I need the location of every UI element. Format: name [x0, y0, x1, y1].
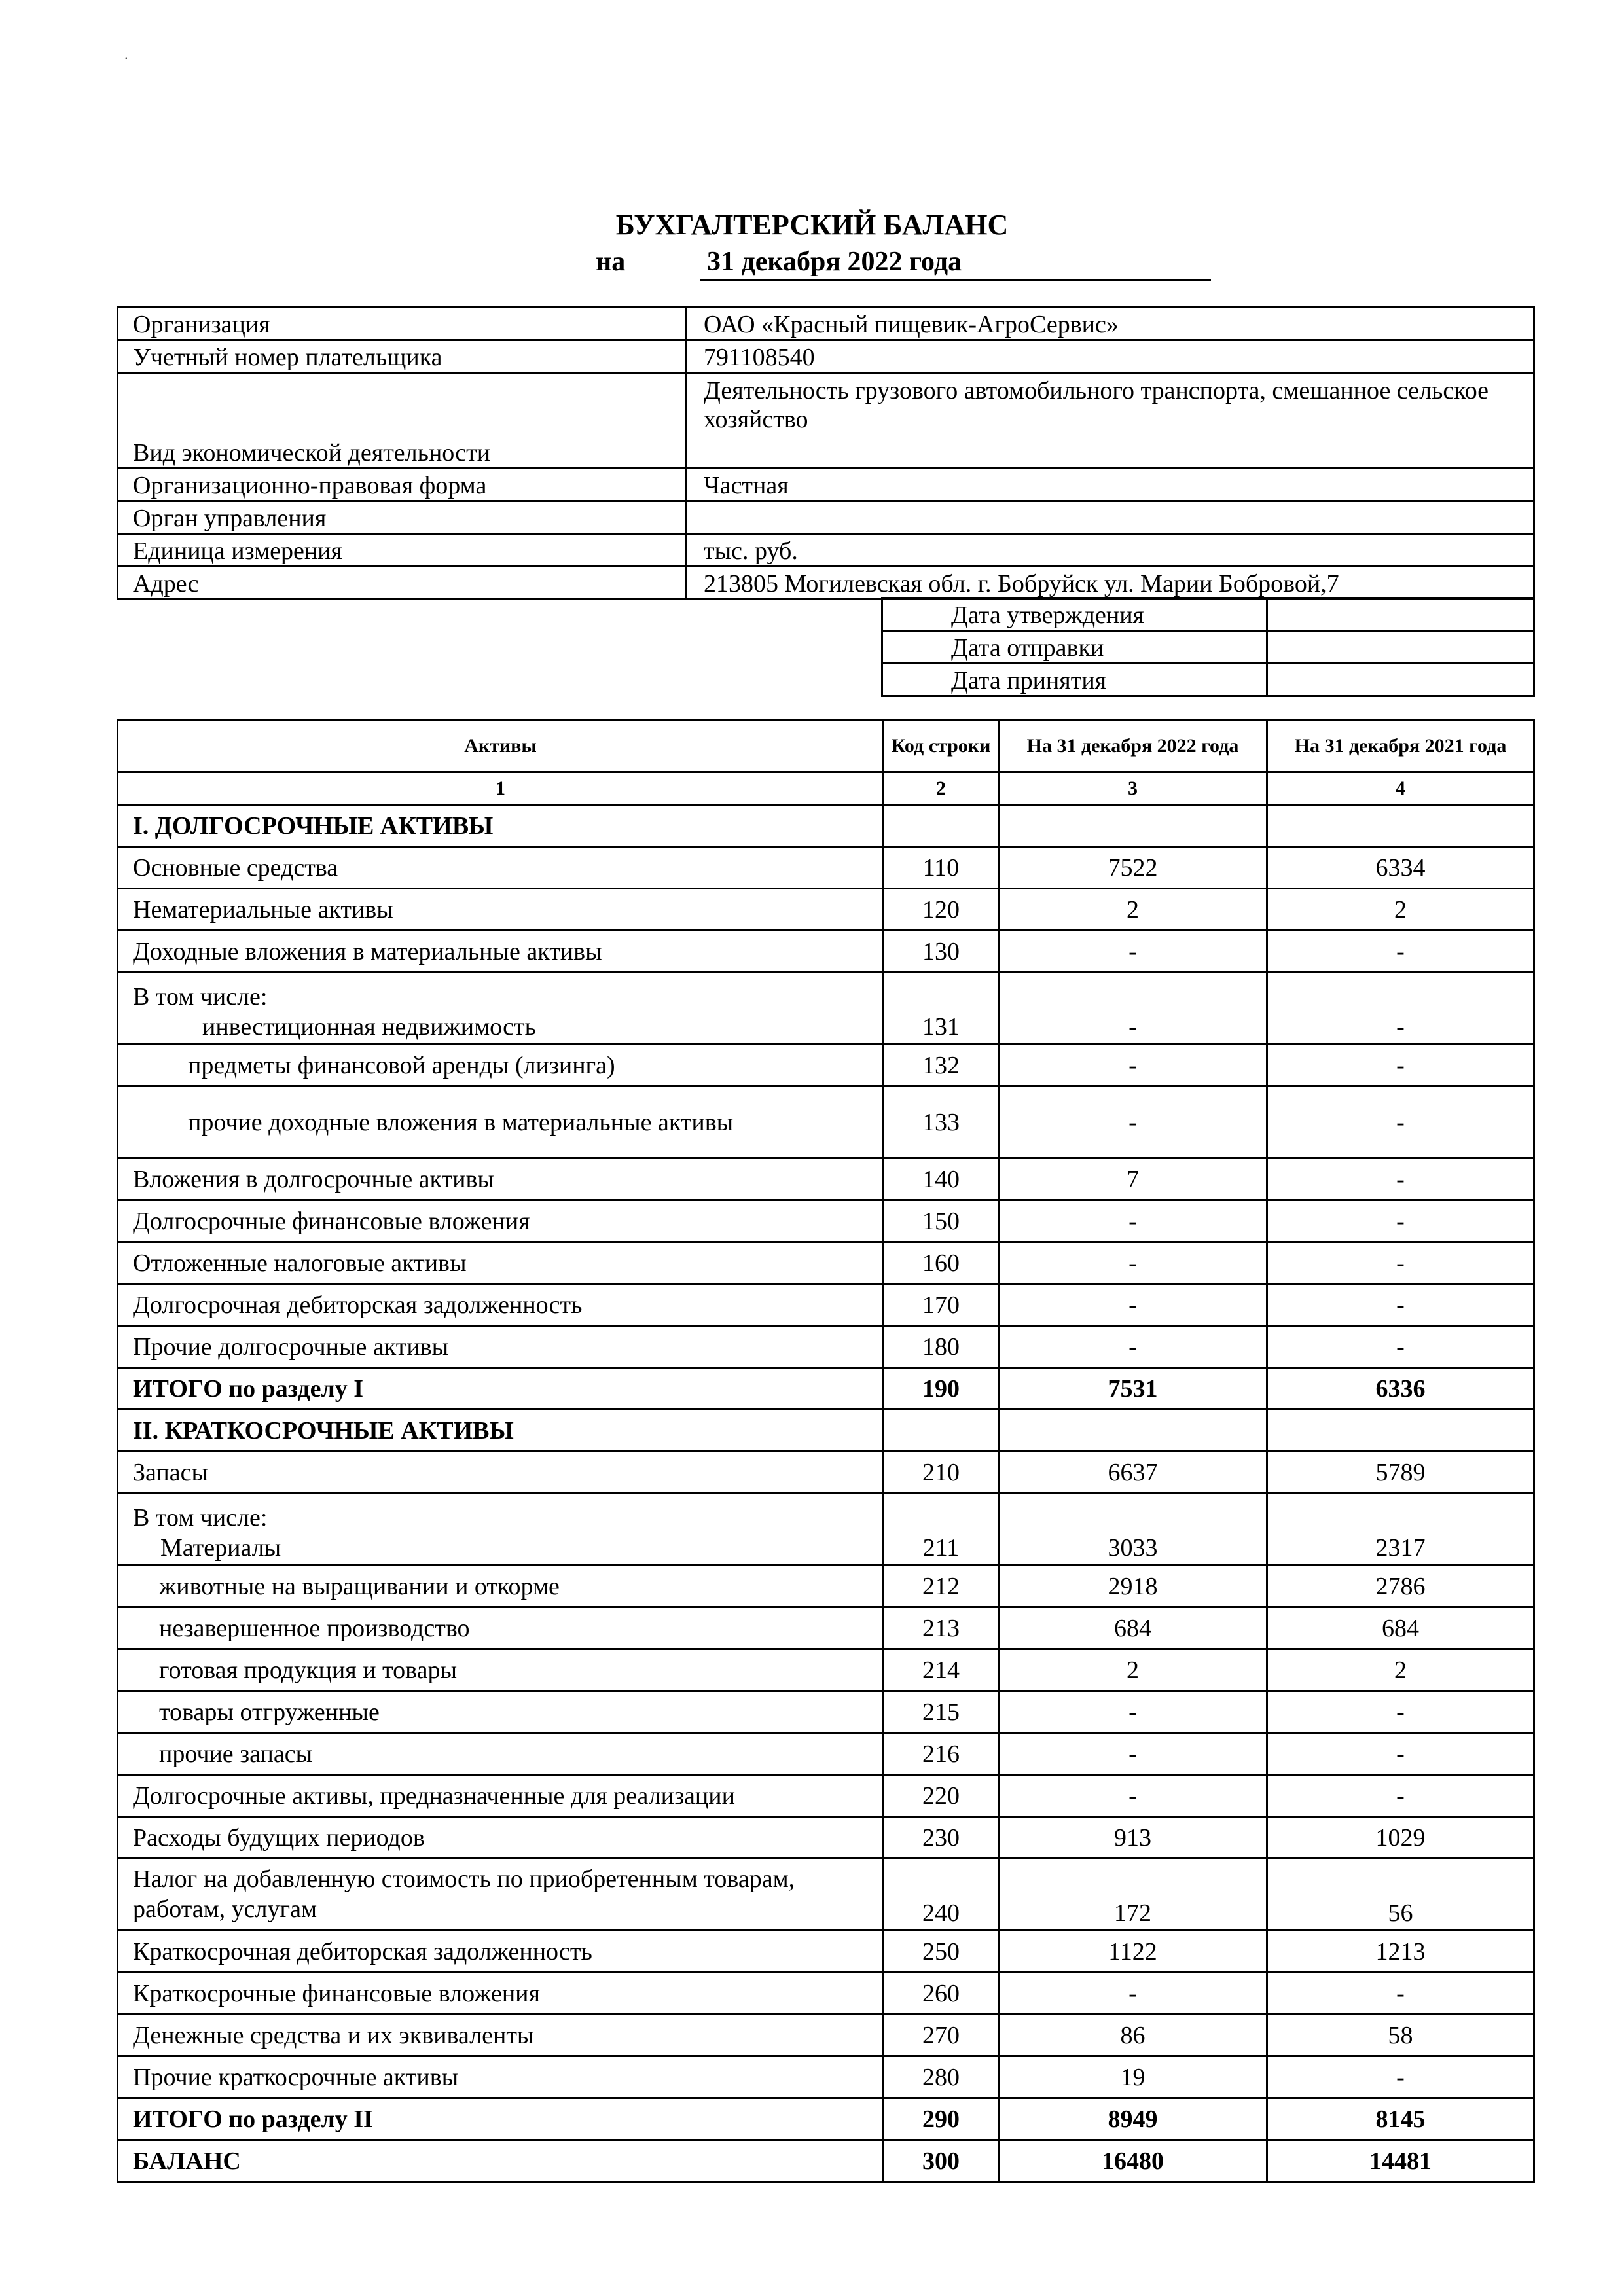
row-value-2022: [999, 805, 1267, 847]
date-value: [1267, 598, 1534, 631]
row-value-2021: -: [1267, 1158, 1534, 1200]
info-label: Организация: [118, 308, 686, 340]
column-header-line-code: Код строки: [884, 720, 999, 772]
row-code: 212: [884, 1566, 999, 1607]
row-name: животные на выращивании и откорме: [118, 1566, 884, 1607]
row-value-2022: 8949: [999, 2098, 1267, 2140]
row-value-2021: [1267, 805, 1534, 847]
table-row: [118, 1045, 1534, 1086]
row-code: 180: [884, 1326, 999, 1368]
row-value-2022: -: [999, 1775, 1267, 1817]
row-value-2021: -: [1267, 1733, 1534, 1775]
info-row-taxpayer-number: [118, 340, 1534, 373]
row-value-2022: -: [999, 1086, 1267, 1158]
row-code: 280: [884, 2056, 999, 2098]
row-value-2022: 16480: [999, 2140, 1267, 2182]
row-name: Денежные средства и их эквиваленты: [118, 2015, 884, 2056]
row-value-2021: 2317: [1267, 1494, 1534, 1566]
column-number: 1: [118, 772, 884, 805]
row-code: 131: [884, 973, 999, 1045]
row-name: Запасы: [118, 1452, 884, 1494]
row-value-2021: -: [1267, 1045, 1534, 1086]
row-code: 210: [884, 1452, 999, 1494]
row-code: 110: [884, 847, 999, 889]
row-value-2022: 3033: [999, 1494, 1267, 1566]
row-value-2022: -: [999, 1045, 1267, 1086]
row-value-2022: 2918: [999, 1566, 1267, 1607]
info-row-organization: [118, 308, 1534, 340]
column-header-2022: На 31 декабря 2022 года: [999, 720, 1267, 772]
date-label: Дата отправки: [882, 631, 1267, 664]
row-name: Краткосрочные финансовые вложения: [118, 1973, 884, 2015]
info-label: Вид экономической деятельности: [118, 373, 686, 469]
date-row-sent: [882, 631, 1534, 664]
row-name: Доходные вложения в материальные активы: [118, 931, 884, 973]
table-row: [118, 931, 1534, 973]
table-row: [118, 1649, 1534, 1691]
row-value-2022: -: [999, 1242, 1267, 1284]
info-value: тыс. руб.: [686, 534, 1534, 567]
row-value-2021: -: [1267, 1284, 1534, 1326]
info-value: Частная: [686, 469, 1534, 501]
row-code: 216: [884, 1733, 999, 1775]
section-total-row: [118, 2098, 1534, 2140]
row-value-2021: 1029: [1267, 1817, 1534, 1859]
row-name: II. КРАТКОСРОЧНЫЕ АКТИВЫ: [118, 1410, 884, 1452]
column-header-2021: На 31 декабря 2021 года: [1267, 720, 1534, 772]
column-number: 4: [1267, 772, 1534, 805]
row-value-2022: 2: [999, 889, 1267, 931]
column-number-row: [118, 772, 1534, 805]
row-code: 213: [884, 1607, 999, 1649]
table-row: [118, 847, 1534, 889]
row-name: Прочие краткосрочные активы: [118, 2056, 884, 2098]
row-name: Прочие долгосрочные активы: [118, 1326, 884, 1368]
date-label: Дата утверждения: [882, 598, 1267, 631]
row-name: товары отгруженные: [118, 1691, 884, 1733]
row-value-2022: 7: [999, 1158, 1267, 1200]
row-value-2021: -: [1267, 1242, 1534, 1284]
table-row: [118, 1691, 1534, 1733]
row-value-2022: 913: [999, 1817, 1267, 1859]
row-value-2021: 684: [1267, 1607, 1534, 1649]
page-mark: .: [124, 46, 128, 62]
row-code: [884, 1410, 999, 1452]
table-row: [118, 1452, 1534, 1494]
row-name: ИТОГО по разделу II: [118, 2098, 884, 2140]
column-header-assets: Активы: [118, 720, 884, 772]
table-row: [118, 1566, 1534, 1607]
row-code: 130: [884, 931, 999, 973]
row-code: [884, 805, 999, 847]
info-label: Организационно-правовая форма: [118, 469, 686, 501]
table-row: [118, 1326, 1534, 1368]
row-code: 211: [884, 1494, 999, 1566]
row-value-2021: -: [1267, 1775, 1534, 1817]
table-row: [118, 1859, 1534, 1931]
row-name: незавершенное производство: [118, 1607, 884, 1649]
row-value-2021: 8145: [1267, 2098, 1534, 2140]
date-value: [1267, 631, 1534, 664]
date-row-approval: [882, 598, 1534, 631]
info-value: Деятельность грузового автомобильного транспорта, смешанное сельское хозяйство: [686, 373, 1534, 469]
row-value-2021: 6336: [1267, 1368, 1534, 1410]
row-name: ИТОГО по разделу I: [118, 1368, 884, 1410]
row-name: [118, 1494, 884, 1566]
table-row: [118, 1931, 1534, 1973]
row-code: 290: [884, 2098, 999, 2140]
report-date-line: [596, 246, 1211, 283]
row-value-2021: 5789: [1267, 1452, 1534, 1494]
row-name: Основные средства: [118, 847, 884, 889]
row-value-2021: -: [1267, 973, 1534, 1045]
table-row: [118, 1775, 1534, 1817]
row-value-2021: -: [1267, 931, 1534, 973]
table-row: [118, 1607, 1534, 1649]
row-name: Долгосрочная дебиторская задолженность: [118, 1284, 884, 1326]
row-value-2022: 2: [999, 1649, 1267, 1691]
info-row-address: [118, 567, 1534, 600]
table-row: [118, 1200, 1534, 1242]
row-code: 190: [884, 1368, 999, 1410]
row-code: 133: [884, 1086, 999, 1158]
row-name: Вложения в долгосрочные активы: [118, 1158, 884, 1200]
row-value-2022: -: [999, 1326, 1267, 1368]
row-name: прочие доходные вложения в материальные активы: [118, 1086, 884, 1158]
row-value-2021: 14481: [1267, 2140, 1534, 2182]
info-value: 791108540: [686, 340, 1534, 373]
row-value-2022: -: [999, 1973, 1267, 2015]
row-code: 240: [884, 1859, 999, 1931]
table-row: [118, 1242, 1534, 1284]
row-value-2022: [999, 1410, 1267, 1452]
row-name: [118, 973, 884, 1045]
row-name: БАЛАНС: [118, 2140, 884, 2182]
table-row: [118, 1494, 1534, 1566]
table-row: [118, 1284, 1534, 1326]
row-name: Долгосрочные активы, предназначенные для реализации: [118, 1775, 884, 1817]
row-code: 300: [884, 2140, 999, 2182]
row-code: 215: [884, 1691, 999, 1733]
row-code: 132: [884, 1045, 999, 1086]
row-value-2022: -: [999, 931, 1267, 973]
row-value-2021: -: [1267, 1973, 1534, 2015]
info-value: ОАО «Красный пищевик-АгроСервис»: [686, 308, 1534, 340]
table-row: [118, 889, 1534, 931]
section-total-row: [118, 1368, 1534, 1410]
organization-info-table: [117, 306, 1535, 600]
date-value: [1267, 664, 1534, 696]
info-label: Учетный номер плательщика: [118, 340, 686, 373]
balance-table: [117, 719, 1535, 2183]
row-value-2021: 6334: [1267, 847, 1534, 889]
row-value-2021: -: [1267, 1200, 1534, 1242]
row-code: 230: [884, 1817, 999, 1859]
row-name-lead: В том числе:: [133, 983, 268, 1011]
row-name: предметы финансовой аренды (лизинга): [118, 1045, 884, 1086]
row-value-2021: 56: [1267, 1859, 1534, 1931]
info-row-unit: [118, 534, 1534, 567]
info-label: Адрес: [118, 567, 686, 600]
report-date-value: 31 декабря 2022 года: [700, 246, 1211, 281]
row-value-2022: 172: [999, 1859, 1267, 1931]
page-title: БУХГАЛТЕРСКИЙ БАЛАНС: [615, 209, 1009, 241]
row-code: 150: [884, 1200, 999, 1242]
table-row: [118, 2015, 1534, 2056]
row-name-lead: В том числе:: [133, 1504, 268, 1532]
balance-header-row: [118, 720, 1534, 772]
row-name: Расходы будущих периодов: [118, 1817, 884, 1859]
row-code: 140: [884, 1158, 999, 1200]
info-value: [686, 501, 1534, 534]
row-code: 260: [884, 1973, 999, 2015]
info-row-management-body: [118, 501, 1534, 534]
row-name: Долгосрочные финансовые вложения: [118, 1200, 884, 1242]
row-value-2022: -: [999, 1733, 1267, 1775]
date-label: Дата принятия: [882, 664, 1267, 696]
row-value-2022: -: [999, 973, 1267, 1045]
info-label: Единица измерения: [118, 534, 686, 567]
row-name-sub: инвестиционная недвижимость: [202, 1013, 536, 1041]
row-value-2022: 19: [999, 2056, 1267, 2098]
row-name: прочие запасы: [118, 1733, 884, 1775]
row-value-2022: 6637: [999, 1452, 1267, 1494]
table-row: [118, 1733, 1534, 1775]
table-row: [118, 1973, 1534, 2015]
info-row-legal-form: [118, 469, 1534, 501]
row-value-2021: -: [1267, 1691, 1534, 1733]
row-name: I. ДОЛГОСРОЧНЫЕ АКТИВЫ: [118, 805, 884, 847]
row-name: Нематериальные активы: [118, 889, 884, 931]
balance-total-row: [118, 2140, 1534, 2182]
row-code: 214: [884, 1649, 999, 1691]
info-value: 213805 Могилевская обл. г. Бобруйск ул. Марии Бобровой,7: [686, 567, 1534, 600]
row-name: Отложенные налоговые активы: [118, 1242, 884, 1284]
row-name: Краткосрочная дебиторская задолженность: [118, 1931, 884, 1973]
row-value-2022: -: [999, 1284, 1267, 1326]
row-value-2021: 2: [1267, 889, 1534, 931]
row-value-2022: 7531: [999, 1368, 1267, 1410]
row-value-2021: 2: [1267, 1649, 1534, 1691]
section-heading-row: [118, 1410, 1534, 1452]
row-code: 250: [884, 1931, 999, 1973]
row-value-2022: 684: [999, 1607, 1267, 1649]
row-name: готовая продукция и товары: [118, 1649, 884, 1691]
row-value-2021: 58: [1267, 2015, 1534, 2056]
column-number: 3: [999, 772, 1267, 805]
row-value-2021: 1213: [1267, 1931, 1534, 1973]
table-row: [118, 973, 1534, 1045]
table-row: [118, 1086, 1534, 1158]
row-value-2022: 86: [999, 2015, 1267, 2056]
row-value-2022: 1122: [999, 1931, 1267, 1973]
row-code: 120: [884, 889, 999, 931]
column-number: 2: [884, 772, 999, 805]
table-row: [118, 1158, 1534, 1200]
date-row-received: [882, 664, 1534, 696]
row-value-2021: 2786: [1267, 1566, 1534, 1607]
row-value-2022: 7522: [999, 847, 1267, 889]
dates-table: [881, 597, 1535, 697]
row-value-2022: -: [999, 1691, 1267, 1733]
row-value-2021: -: [1267, 1086, 1534, 1158]
row-code: 160: [884, 1242, 999, 1284]
info-label: Орган управления: [118, 501, 686, 534]
section-heading-row: [118, 805, 1534, 847]
row-value-2022: -: [999, 1200, 1267, 1242]
row-value-2021: -: [1267, 1326, 1534, 1368]
row-name-sub: Материалы: [160, 1534, 281, 1562]
row-value-2021: [1267, 1410, 1534, 1452]
info-row-activity: [118, 373, 1534, 469]
report-date-prefix: на: [596, 247, 626, 277]
table-row: [118, 2056, 1534, 2098]
row-value-2021: -: [1267, 2056, 1534, 2098]
row-code: 220: [884, 1775, 999, 1817]
row-name: Налог на добавленную стоимость по приобретенным товарам, работам, услугам: [118, 1859, 884, 1931]
table-row: [118, 1817, 1534, 1859]
row-code: 170: [884, 1284, 999, 1326]
row-code: 270: [884, 2015, 999, 2056]
